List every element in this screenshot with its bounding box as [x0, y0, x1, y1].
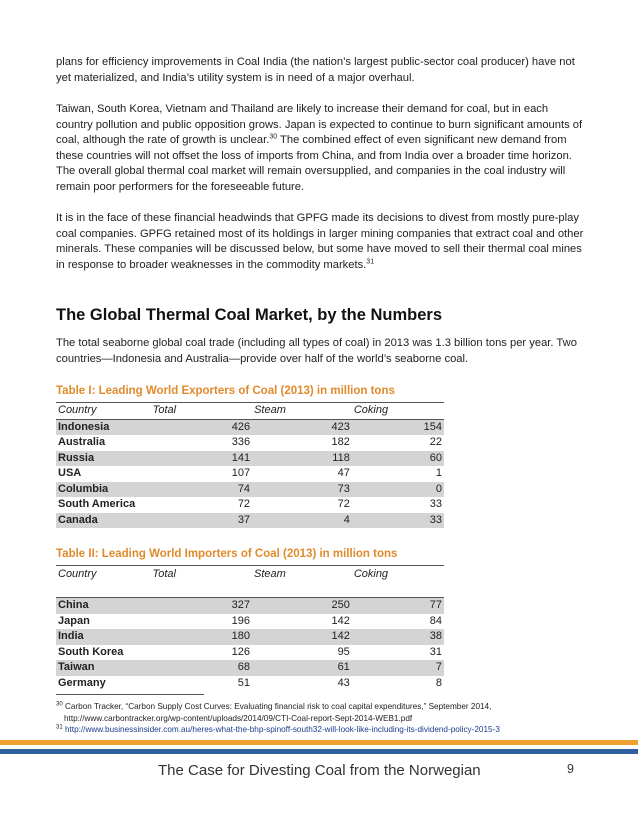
table2-header-country: Country	[56, 566, 151, 598]
table-row	[56, 660, 444, 676]
total-cell: 336	[231, 436, 251, 448]
coking-cell: 31	[429, 645, 442, 658]
steam-cell: 250	[252, 598, 352, 614]
table-row	[56, 676, 444, 692]
paragraph-1: plans for efficiency improvements in Coal India (the nation’s largest public-sector coal producer) have not yet materialized, and India’s utility system is in need of a major overhaul.	[56, 56, 575, 84]
country-cell: Indonesia	[56, 419, 151, 435]
steam-cell: 95	[337, 645, 350, 658]
total-cell: 196	[231, 614, 250, 627]
paragraph-2-part-b: The combined effect of even significant new demand from these countries will not offset the loss of imports from China, and from India over a broader time horizon. The overall global thermal coal market will remain oversupplied, and companies in the coal industry will remain poor performers for the foreseeable future.	[56, 134, 572, 193]
country-cell: USA	[58, 467, 82, 479]
footnote-30-number: 30	[56, 701, 63, 708]
coking-cell: 8	[435, 676, 442, 689]
table1-title: Table I: Leading World Exporters of Coal (2013) in million tons	[56, 385, 395, 397]
footnote-30-link[interactable]: http://www.carbontracker.org/wp-content/uploads/2014/09/CTI-Coal-report-Sept-2014-WEB1.pdf	[64, 714, 413, 723]
table-exporters	[56, 402, 444, 528]
coking-cell: 1	[435, 467, 442, 479]
table-row	[56, 513, 444, 529]
country-cell: China	[56, 598, 151, 614]
table2-header-row	[56, 566, 444, 598]
total-cell: 51	[237, 676, 250, 689]
footnote-30-text: Carbon Tracker, “Carbon Supply Cost Curves: Evaluating financial risk to coal capital expenditures,” September 2014,	[62, 702, 492, 711]
footnote-31-link[interactable]: http://www.businessinsider.com.au/heres-what-the-bhp-spinoff-south32-will-look-like-including-its-dividend-policy-2015-3	[64, 725, 500, 734]
paragraph-2-part-a: Taiwan, South Korea, Vietnam and Thailand are likely to increase their demand for coal, but in each country pollution and public opposition grows. Japan is expected to continue to burn significant amounts of coal, although the rate of growth is unclear.	[56, 103, 583, 146]
table-row	[56, 614, 444, 630]
footnote-31-number: 31	[56, 724, 63, 731]
country-cell: Russia	[56, 451, 151, 467]
footnote-ref-30[interactable]: 30	[269, 133, 278, 141]
coking-cell: 77	[352, 598, 444, 614]
table1-header-row	[56, 403, 444, 420]
coking-cell: 154	[352, 419, 444, 435]
coking-cell: 33	[352, 513, 444, 529]
footnote-30	[56, 701, 491, 712]
coking-cell: 22	[429, 436, 442, 448]
table2-header-steam: Steam	[252, 566, 352, 598]
country-cell: Australia	[58, 436, 106, 448]
table1-header-coking: Coking	[352, 403, 444, 420]
table-row	[56, 629, 444, 645]
coking-cell: 60	[352, 451, 444, 467]
table2-title: Table II: Leading World Importers of Coal (2013) in million tons	[56, 548, 398, 560]
footnote-31	[56, 724, 500, 735]
table1-header-country: Country	[56, 403, 151, 420]
total-cell: 74	[151, 482, 252, 498]
coking-cell: 7	[352, 660, 444, 676]
total-cell: 37	[151, 513, 252, 529]
steam-cell: 61	[252, 660, 352, 676]
steam-cell: 73	[252, 482, 352, 498]
table-row	[56, 497, 444, 513]
paragraph-2	[56, 102, 584, 195]
steam-cell: 72	[337, 498, 350, 510]
steam-cell: 142	[331, 614, 350, 627]
steam-cell: 47	[337, 467, 350, 479]
steam-cell: 142	[252, 629, 352, 645]
total-cell: 141	[151, 451, 252, 467]
table-row	[56, 419, 444, 435]
section-heading: The Global Thermal Coal Market, by the Numbers	[56, 306, 443, 324]
table-row	[56, 451, 444, 467]
coking-cell: 38	[352, 629, 444, 645]
table2-header-coking: Coking	[352, 566, 444, 598]
page-number: 9	[567, 762, 574, 776]
table-importers	[56, 565, 444, 691]
total-cell: 107	[231, 467, 251, 479]
country-cell: Canada	[56, 513, 151, 529]
country-cell: India	[56, 629, 151, 645]
total-cell: 426	[151, 419, 252, 435]
table2-header-total: Total	[151, 566, 252, 598]
total-cell: 327	[151, 598, 252, 614]
total-cell: 180	[151, 629, 252, 645]
steam-cell: 118	[252, 451, 352, 467]
paragraph-3	[56, 211, 584, 273]
total-cell: 68	[151, 660, 252, 676]
country-cell: Columbia	[56, 482, 151, 498]
table1-header-total: Total	[151, 403, 252, 420]
table-row	[56, 598, 444, 614]
total-cell: 72	[237, 498, 251, 510]
coking-cell: 33	[429, 498, 442, 510]
table-row	[56, 482, 444, 498]
country-cell: South Korea	[58, 645, 124, 658]
footnote-ref-31[interactable]: 31	[366, 257, 375, 265]
total-cell: 126	[231, 645, 250, 658]
table-row	[56, 645, 444, 661]
country-cell: Taiwan	[56, 660, 151, 676]
country-cell: Japan	[58, 614, 90, 627]
steam-cell: 423	[252, 419, 352, 435]
steam-cell: 4	[252, 513, 352, 529]
coking-cell: 0	[352, 482, 444, 498]
coking-cell: 84	[429, 614, 442, 627]
paragraph-3-text: It is in the face of these financial headwinds that GPFG made its decisions to divest from mostly pure-play coal companies. GPFG retained most of its holdings in larger mining companies that extract coal and other minerals. These companies will be discussed below, but some have moved to sell their thermal coal mines in response to broader weaknesses in the commodity markets.	[56, 212, 584, 271]
footer-title: The Case for Divesting Coal from the Norwegian	[158, 762, 481, 779]
country-cell: Germany	[58, 676, 106, 689]
footnote-divider	[56, 694, 204, 695]
country-cell: South America	[58, 498, 136, 510]
table-row	[56, 466, 444, 482]
table-row	[56, 435, 444, 451]
footer-band-blue	[0, 749, 638, 754]
steam-cell: 182	[331, 436, 350, 448]
section-intro: The total seaborne global coal trade (including all types of coal) in 2013 was 1.3 billion tons per year. Two countries—Indonesia and Australia—provide over half of the world’s seaborne coal.	[56, 337, 577, 365]
steam-cell: 43	[337, 676, 350, 689]
table1-header-steam: Steam	[252, 403, 352, 420]
